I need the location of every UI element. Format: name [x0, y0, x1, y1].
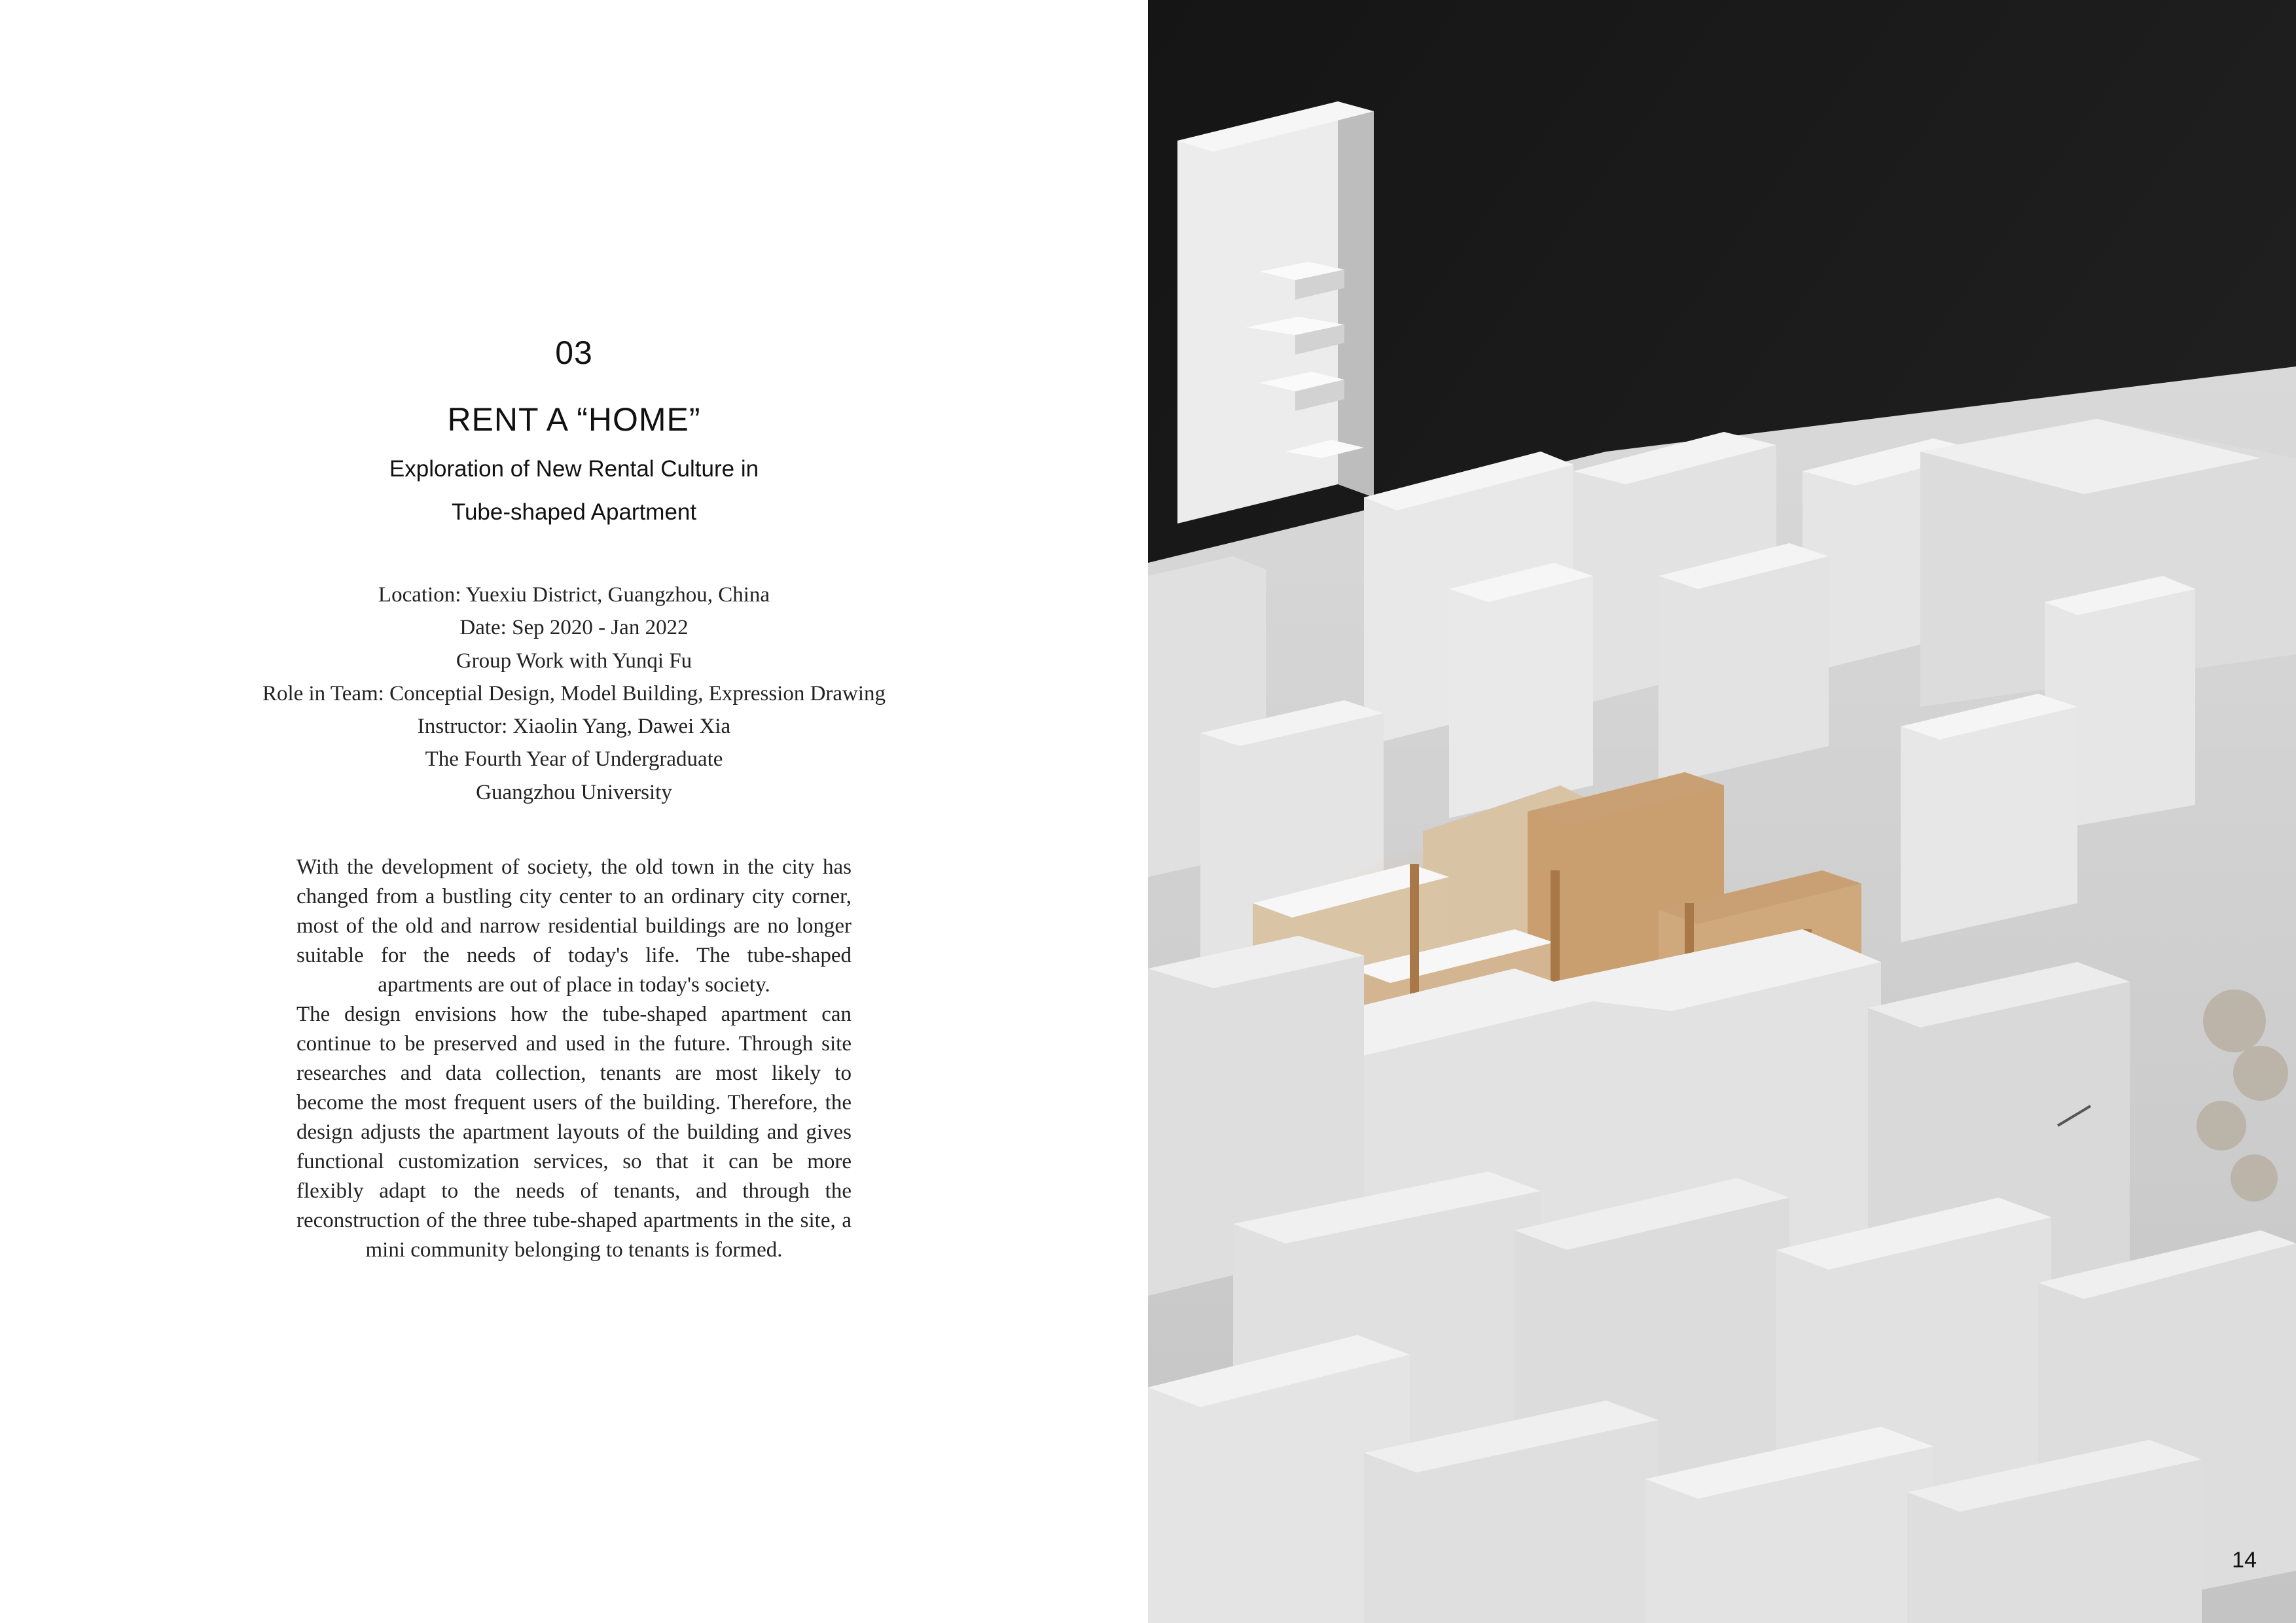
model-photo-page [1148, 0, 2296, 1623]
tower-building [1177, 101, 1374, 524]
project-number: 03 [555, 334, 593, 371]
project-meta-info [131, 579, 1017, 809]
project-title: RENT A “HOME” [447, 401, 701, 438]
meta-location: Location: Yuexiu District, Guangzhou, China [378, 583, 770, 607]
meta-instructor: Instructor: Xiaolin Yang, Dawei Xia [417, 715, 731, 739]
architectural-model-image [1148, 0, 2296, 1623]
project-subtitle-line-1: Exploration of New Rental Culture in [389, 456, 759, 482]
meta-university: Guangzhou University [476, 780, 672, 804]
description-paragraph-2: The design envisions how the tube-shaped apartment can continue to be preserved and used in the future. Through site researches and data collection, tenants are most likely to become the most frequent users of the building. Therefore, the design adjusts the apartment layouts of the building and gives functional customization services, so that it can be more flexibly adapt to the needs of tenants, and through the reconstruction of the three tube-shaped apartments in the site, a mini community belonging to tenants is formed. [296, 1003, 852, 1262]
project-description [296, 853, 852, 1265]
foreground-blocks [1148, 929, 2296, 1623]
meta-year: The Fourth Year of Undergraduate [425, 747, 723, 772]
description-paragraph-1: With the development of society, the old town in the city has changed from a bustling city center to an ordinary city corner, most of the old and narrow residential buildings are no longer suitable for the needs of today's life. The tube-shaped apartments are out of place in today's society. [296, 855, 852, 997]
meta-date: Date: Sep 2020 - Jan 2022 [459, 616, 689, 640]
page-number: 14 [2232, 1548, 2257, 1573]
meta-group-work: Group Work with Yunqi Fu [456, 649, 692, 673]
meta-role: Role in Team: Conceptial Design, Model Building, Expression Drawing [262, 681, 886, 705]
project-subtitle-line-2: Tube-shaped Apartment [451, 499, 697, 525]
